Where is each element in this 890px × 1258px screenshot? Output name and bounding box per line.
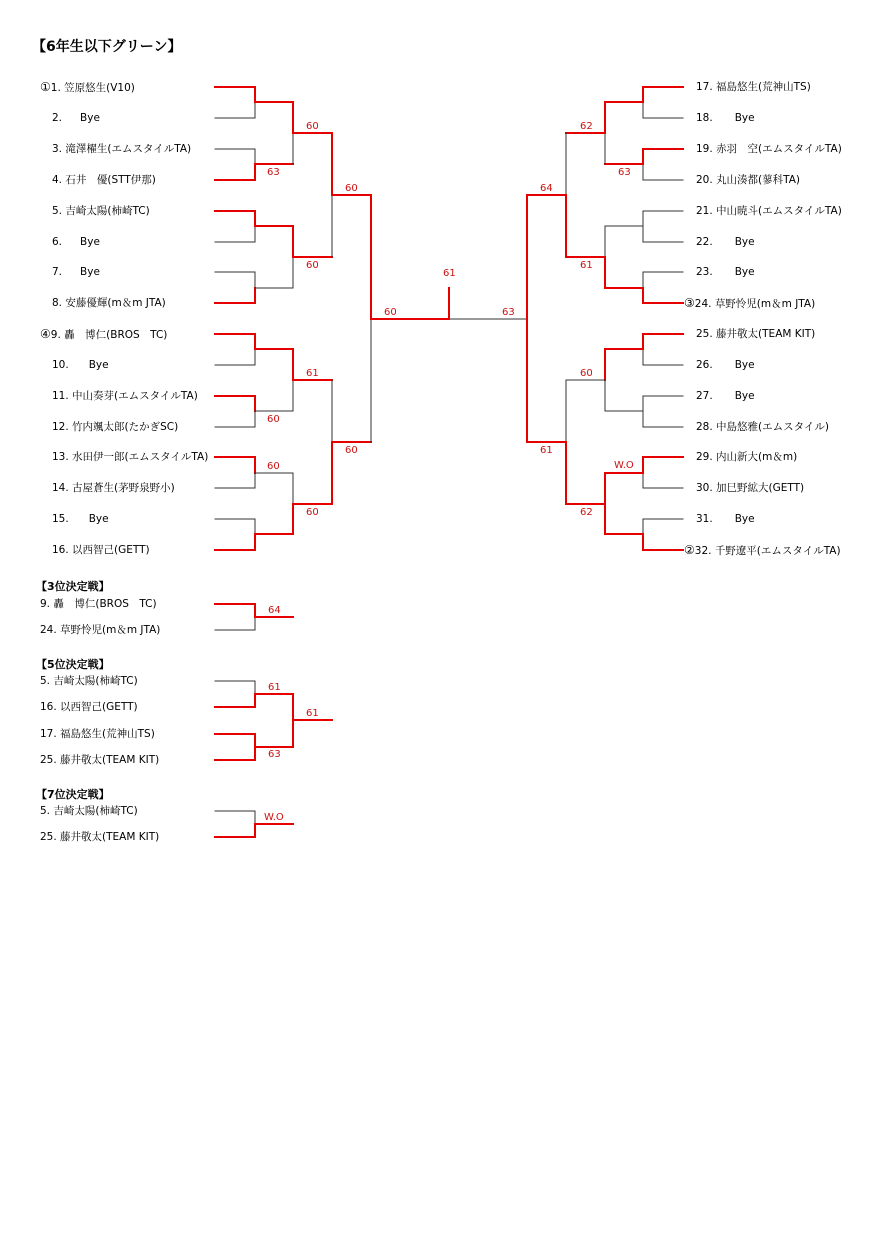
- match-score: 60: [384, 307, 397, 318]
- player-entry: 25. 藤井敬太(TEAM KIT): [40, 831, 160, 843]
- player-entry: 19. 赤羽 空(エムスタイルTA): [696, 143, 842, 155]
- match-score: 60: [267, 461, 280, 472]
- player-entry: 16. 以西智己(GETT): [40, 701, 138, 713]
- match-score: 60: [306, 507, 319, 518]
- player-entry: 5. 吉崎太陽(柿崎TC): [40, 675, 138, 687]
- match-score: 61: [306, 368, 319, 379]
- player-entry: ①1. 笠原悠生(V10): [40, 80, 135, 94]
- match-score: 63: [618, 167, 631, 178]
- player-entry: 17. 福島悠生(荒神山TS): [696, 81, 811, 93]
- player-entry: 27. Bye: [696, 390, 755, 402]
- player-entry: 29. 内山新大(m＆m): [696, 451, 798, 463]
- player-entry: ③24. 草野怜児(m＆m JTA): [684, 296, 816, 310]
- fifth-place-title: 【5位決定戦】: [36, 658, 110, 671]
- player-entry: 5. 吉崎太陽(柿崎TC): [52, 205, 150, 217]
- match-score: 62: [580, 507, 593, 518]
- player-entry: 14. 古屋蒼生(茅野泉野小): [52, 482, 175, 494]
- player-entry: 4. 石井 優(STT伊那): [52, 174, 156, 186]
- player-entry: 28. 中島悠雅(エムスタイル): [696, 421, 830, 433]
- match-score: 63: [267, 167, 280, 178]
- player-entry: 30. 加巳野絋大(GETT): [696, 482, 805, 494]
- player-entry: 24. 草野怜児(m＆m JTA): [40, 624, 161, 636]
- match-score: 63: [502, 307, 515, 318]
- match-score: 63: [268, 749, 281, 760]
- player-entry: 8. 安藤優輝(m＆m JTA): [52, 297, 166, 309]
- player-entry: 21. 中山暁斗(エムスタイルTA): [696, 205, 842, 217]
- player-entry: ②32. 千野遼平(エムスタイルTA): [684, 543, 841, 557]
- player-entry: 12. 竹内颯太郎(たかぎSC): [52, 421, 179, 433]
- player-entry: 6. Bye: [52, 236, 100, 248]
- player-entry: 3. 滝澤櫂生(エムスタイルTA): [52, 143, 192, 155]
- match-score: W.O: [614, 460, 634, 471]
- player-entry: ④9. 轟 博仁(BROS TC): [40, 327, 168, 341]
- player-entry: 17. 福島悠生(荒神山TS): [40, 728, 155, 740]
- match-score: 62: [580, 121, 593, 132]
- player-entry: 25. 藤井敬太(TEAM KIT): [40, 754, 160, 766]
- match-score: 60: [306, 121, 319, 132]
- match-score: W.O: [264, 812, 284, 823]
- third-place-title: 【3位決定戦】: [36, 580, 110, 593]
- player-entry: 23. Bye: [696, 266, 755, 278]
- player-entry: 2. Bye: [52, 112, 100, 124]
- player-entry: 7. Bye: [52, 266, 100, 278]
- player-entry: 5. 吉崎太陽(柿崎TC): [40, 805, 138, 817]
- seventh-place-title: 【7位決定戦】: [36, 788, 110, 801]
- final-score: 61: [443, 268, 456, 279]
- match-score: 60: [306, 260, 319, 271]
- player-entry: 9. 轟 博仁(BROS TC): [40, 598, 157, 610]
- match-score: 64: [540, 183, 553, 194]
- player-entry: 10. Bye: [52, 359, 109, 371]
- player-entry: 18. Bye: [696, 112, 755, 124]
- player-entry: 20. 丸山湊都(蓼科TA): [696, 174, 801, 186]
- player-entry: 13. 水田伊一郎(エムスタイルTA): [52, 451, 209, 463]
- player-entry: 15. Bye: [52, 513, 109, 525]
- player-entry: 22. Bye: [696, 236, 755, 248]
- player-entry: 31. Bye: [696, 513, 755, 525]
- player-entry: 11. 中山奏芽(エムスタイルTA): [52, 390, 198, 402]
- player-entry: 25. 藤井敬太(TEAM KIT): [696, 328, 816, 340]
- match-score: 60: [345, 445, 358, 456]
- match-score: 61: [268, 682, 281, 693]
- player-entry: 26. Bye: [696, 359, 755, 371]
- page-title: 【6年生以下グリーン】: [32, 39, 182, 55]
- match-score: 61: [306, 708, 319, 719]
- match-score: 61: [540, 445, 553, 456]
- match-score: 64: [268, 605, 281, 616]
- player-entry: 16. 以西智己(GETT): [52, 544, 150, 556]
- match-score: 60: [345, 183, 358, 194]
- match-score: 60: [580, 368, 593, 379]
- match-score: 60: [267, 414, 280, 425]
- match-score: 61: [580, 260, 593, 271]
